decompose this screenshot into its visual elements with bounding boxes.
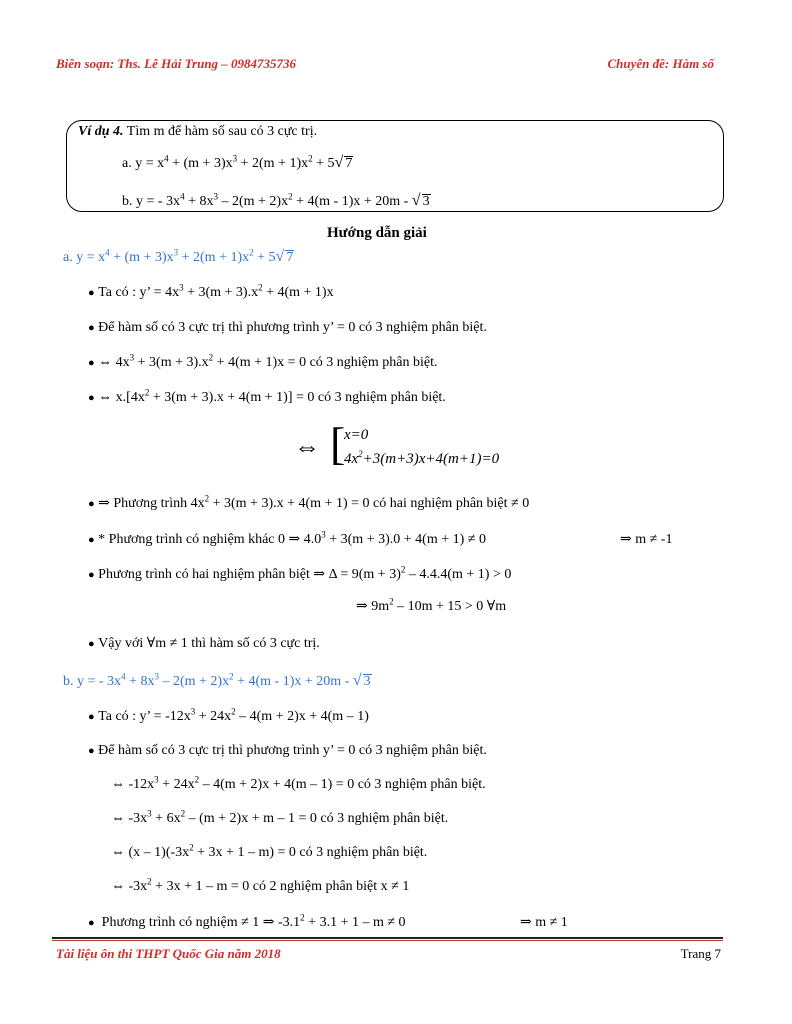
part-b-line7-result: ⇒ m ≠ 1: [520, 915, 568, 930]
header-author: Biên soạn: Ths. Lê Hải Trung – 0984735736: [56, 56, 297, 71]
example-prompt: Tìm m để hàm số sau có 3 cực trị.: [126, 124, 318, 139]
part-b-line1: ● Ta có : y’ = $-12x^3 + 24x^2 - 4(m + 2)x + 4(m - 1)$: [88, 706, 369, 724]
footer-text: Tài liệu ôn thi THPT Quốc Gia năm 2018: [56, 946, 281, 961]
part-b-heading: b. y = - $3x^4 + 8x^3 - 2(m + 2)x^2 + 4(m - 1)x + 20m$ - √ 3: [63, 671, 371, 689]
footer-rule: [52, 937, 723, 939]
page-number: Trang 7: [680, 946, 721, 961]
example-title: Ví dụ 4.: [78, 124, 124, 139]
part-a-line6: ● * Phương trình có nghiệm khác 0 ⇒ $4.0^3 + 3(m + 3).0 + 4(m + 1) \ne 0$: [88, 529, 486, 547]
system-line-1: x=0: [344, 427, 369, 443]
part-a-line4: ● ⇔ $x.[4x^2 + 3(m + 3).x + 4(m + 1)] = 0$ có 3 nghiệm phân biệt.: [88, 387, 446, 405]
part-b-line5: ⇔ $(x - 1)(-3x^2 + 3x + 1 - m) = 0$ có 3 nghiệm phân biệt.: [111, 842, 428, 860]
part-a-line7: ● Phương trình có hai nghiệm phân biệt ⇒ $\Delta = 9(m + 3)^2 - 4.4.4(m + 1) > 0$: [88, 564, 512, 582]
part-b-line3: ⇔ $-12x^3 + 24x^2 - 4(m + 2)x + 4(m - 1) = 0$ có 3 nghiệm phân biệt.: [111, 774, 486, 792]
part-a-heading: a. $y = x^4 + (m + 3)x^3 + 2(m + 1)x^2 + 5√$ 7: [63, 247, 294, 265]
part-a-line5: ● ⇒ Phương trình $4x^2 + 3(m + 3).x + 4(m + 1) = 0$ có hai nghiệm phân biệt ≠ 0: [88, 493, 530, 511]
part-a-line2: ● Để hàm số có 3 cực trị thì phương trình y’ = 0 có 3 nghiệm phân biệt.: [88, 320, 487, 335]
system-bracket: [: [330, 418, 346, 469]
example-statement: [78, 124, 317, 140]
part-b-line6: ⇔ $-3x^2 + 3x + 1 - m = 0$ có 2 nghiệm phân biệt x ≠ 1: [111, 876, 410, 894]
part-b-line4: ⇔ $-3x^3 + 6x^2 - (m + 2)x + m - 1 = 0$ có 3 nghiệm phân biệt.: [111, 808, 449, 826]
footer-rule-accent: [52, 940, 723, 941]
part-a-conclusion: ● Vậy với ∀m ≠ 1 thì hàm số có 3 cực trị.: [88, 636, 320, 651]
example-a: a. $y = x^4 + (m + 3)x^3 + 2(m + 1)x^2 + 5√$ 7: [122, 153, 353, 171]
part-b-line2: ● Để hàm số có 3 cực trị thì phương trình y’ = 0 có 3 nghiệm phân biệt.: [88, 743, 487, 758]
system-line-2: $4x^2+3(m+3)x+4(m+1)=0$: [344, 449, 500, 467]
solution-heading: Hướng dẫn giải: [327, 225, 427, 241]
part-a-line8: ⇒ $9m^2 - 10m + 15 > 0$ ∀m: [356, 596, 507, 614]
part-a-line1: ● Ta có : y’ = $4x^3 + 3(m + 3).x^2 + 4(m + 1)x$: [88, 282, 334, 300]
part-a-line3: ● ⇔ $4x^3 + 3(m + 3).x^2 + 4(m + 1)x = 0$ có 3 nghiệm phân biệt.: [88, 352, 438, 370]
example-b: b. y = - $3x^4 + 8x^3 - 2(m + 2)x^2 + 4(m - 1)x + 20m$ - √ 3: [122, 191, 430, 209]
header-topic: Chuyên đề: Hàm số: [607, 56, 714, 71]
part-a-line6-result: ⇒ m ≠ -1: [620, 532, 673, 547]
system-equivalence-arrow: ⇔: [294, 432, 320, 461]
part-b-line7: ● Phương trình có nghiệm ≠ 1 ⇒ $-3.1^2 + 3.1 + 1 - m \ne 0$: [88, 912, 406, 930]
